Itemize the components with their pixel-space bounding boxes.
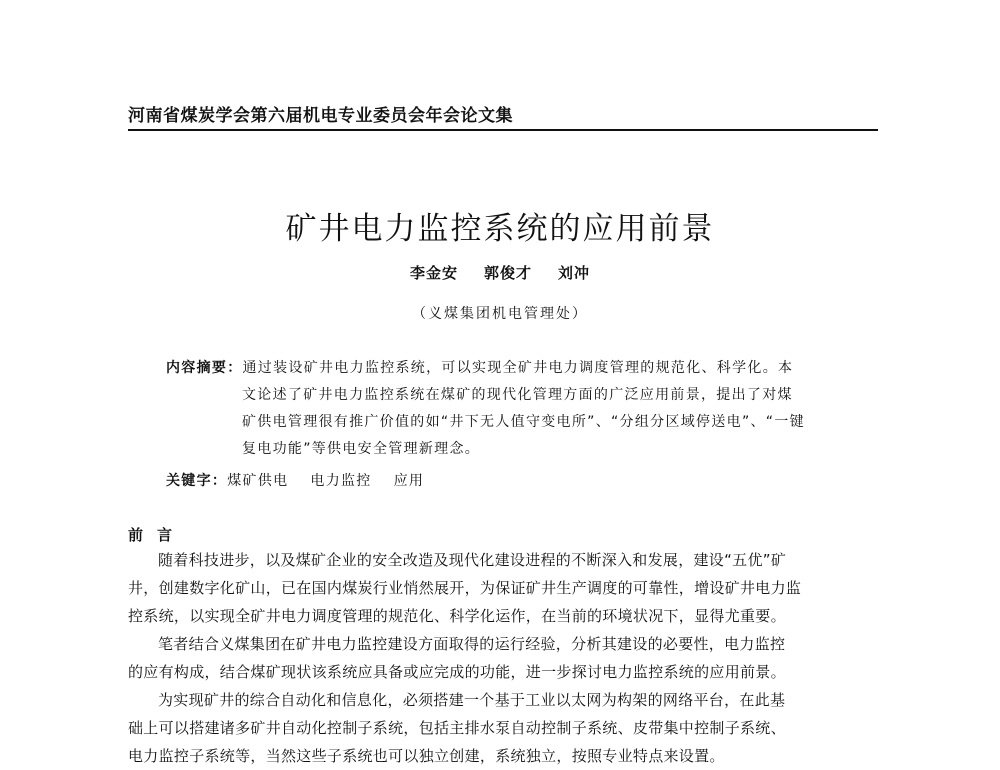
header-rule — [128, 129, 878, 131]
paragraph-line: 的应有构成，结合煤矿现状该系统应具备或应完成的功能，进一步探讨电力监控系统的应用前景。 — [128, 663, 786, 681]
keyword: 煤矿供电 — [227, 473, 289, 489]
paragraph-line: 础上可以搭建诸多矿井自动化控制子系统，包括主排水泵自动控制子系统、皮带集中控制子系统、 — [128, 719, 786, 737]
keywords — [166, 468, 878, 495]
author-name: 郭俊才 — [483, 264, 532, 282]
affiliation: （义煤集团机电管理处） — [412, 306, 588, 322]
paragraph-line: 电力监控子系统等，当然这些子系统也可以独立创建，系统独立，按照专业特点来设置。 — [128, 747, 725, 765]
author-list — [0, 262, 1000, 283]
paragraph-line: 笔者结合义煤集团在矿井电力监控建设方面取得的运行经验，分析其建设的必要性，电力监控 — [158, 635, 786, 653]
paragraph-line: 控系统，以实现全矿井电力调度管理的规范化、科学化运作，在当前的环境状况下，显得尤重要。 — [128, 607, 786, 625]
paragraph-line: 为实现矿井的综合自动化和信息化，必须搭建一个基于工业以太网为构架的网络平台，在此基 — [158, 691, 786, 709]
abstract-line — [166, 355, 878, 382]
running-head: 河南省煤炭学会第六届机电专业委员会年会论文集 — [128, 106, 513, 126]
paragraph-line: 随着科技进步，以及煤矿企业的安全改造及现代化建设进程的不断深入和发展，建设“五优”矿 — [158, 551, 787, 569]
author-name: 李金安 — [409, 264, 458, 282]
paper-title: 矿井电力监控系统的应用前景 — [285, 211, 715, 247]
abstract-text: 通过装设矿井电力监控系统，可以实现全矿井电力调度管理的规范化、科学化。本 — [242, 360, 794, 376]
keywords-label: 关键字： — [166, 473, 228, 489]
paragraph-line: 井，创建数字化矿山，已在国内煤炭行业悄然展开，为保证矿井生产调度的可靠性，增设矿井电力监 — [128, 579, 802, 597]
keyword: 应用 — [393, 473, 425, 489]
keyword: 电力监控 — [310, 473, 372, 489]
abstract-line: 文论述了矿井电力监控系统在煤矿的现代化管理方面的广泛应用前景，提出了对煤 — [242, 387, 793, 403]
abstract-line: 矿供电管理很有推广价值的如“井下无人值守变电所”、“分组分区域停送电”、“一键 — [242, 414, 805, 430]
abstract — [166, 355, 878, 463]
section-heading: 前言 — [128, 526, 187, 544]
section-body — [128, 546, 888, 770]
abstract-line: 复电功能”等供电安全管理新理念。 — [242, 441, 481, 457]
author-name: 刘冲 — [558, 264, 591, 282]
abstract-label: 内容摘要： — [166, 360, 243, 376]
